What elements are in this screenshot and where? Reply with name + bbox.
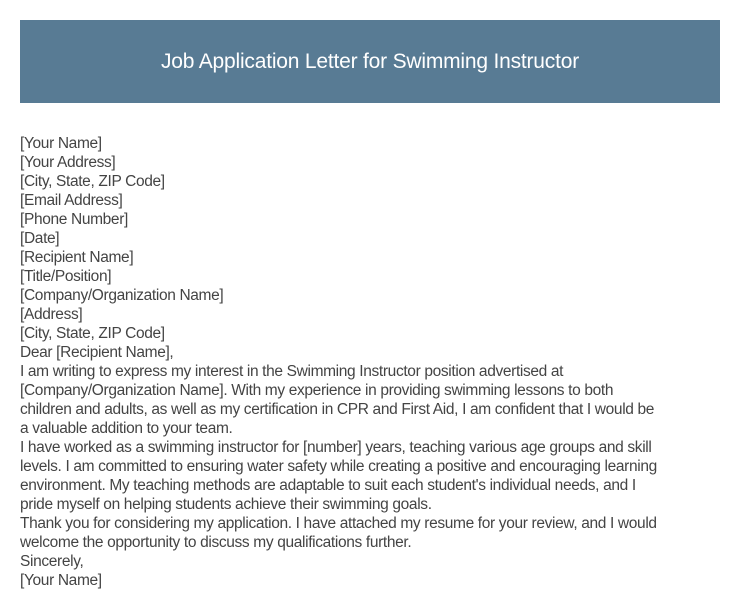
recipient-title: [Title/Position]: [20, 268, 112, 285]
salutation: Dear [Recipient Name],: [20, 344, 174, 361]
recipient-city-state-zip: [City, State, ZIP Code]: [20, 325, 165, 342]
sender-block: [20, 134, 730, 248]
closing: Sincerely,: [20, 553, 84, 570]
sender-name: [Your Name]: [20, 135, 102, 152]
paragraph-line: environment. My teaching methods are adaptable to suit each student's individual needs, and I: [20, 477, 636, 494]
recipient-address: [Address]: [20, 306, 83, 323]
sender-email: [Email Address]: [20, 192, 123, 209]
signature: [Your Name]: [20, 572, 102, 589]
recipient-block: [20, 248, 730, 343]
recipient-name: [Recipient Name]: [20, 249, 134, 266]
paragraph-experience: [20, 438, 730, 514]
paragraph-closing: [20, 514, 730, 552]
letter-body: [20, 134, 730, 590]
sender-city-state-zip: [City, State, ZIP Code]: [20, 173, 165, 190]
page-title: Job Application Letter for Swimming Instructor: [161, 49, 579, 73]
paragraph-intro: [20, 362, 730, 438]
paragraph-line: pride myself on helping students achieve their swimming goals.: [20, 496, 432, 513]
paragraph-line: I am writing to express my interest in the Swimming Instructor position advertised at: [20, 363, 564, 380]
sender-address: [Your Address]: [20, 154, 116, 171]
letter-date: [Date]: [20, 230, 60, 247]
paragraph-line: a valuable addition to your team.: [20, 420, 233, 437]
paragraph-line: [Company/Organization Name]. With my experience in providing swimming lessons to both: [20, 382, 614, 399]
paragraph-line: levels. I am committed to ensuring water safety while creating a positive and encouraging learning: [20, 458, 657, 475]
paragraph-line: children and adults, as well as my certification in CPR and First Aid, I am confident that I would be: [20, 401, 655, 418]
paragraph-line: Thank you for considering my application. I have attached my resume for your review, and I would: [20, 515, 657, 532]
recipient-company: [Company/Organization Name]: [20, 287, 224, 304]
sender-phone: [Phone Number]: [20, 211, 128, 228]
title-banner: [20, 20, 720, 103]
paragraph-line: welcome the opportunity to discuss my qualifications further.: [20, 534, 412, 551]
paragraph-line: I have worked as a swimming instructor for [number] years, teaching various age groups and skill: [20, 439, 652, 456]
